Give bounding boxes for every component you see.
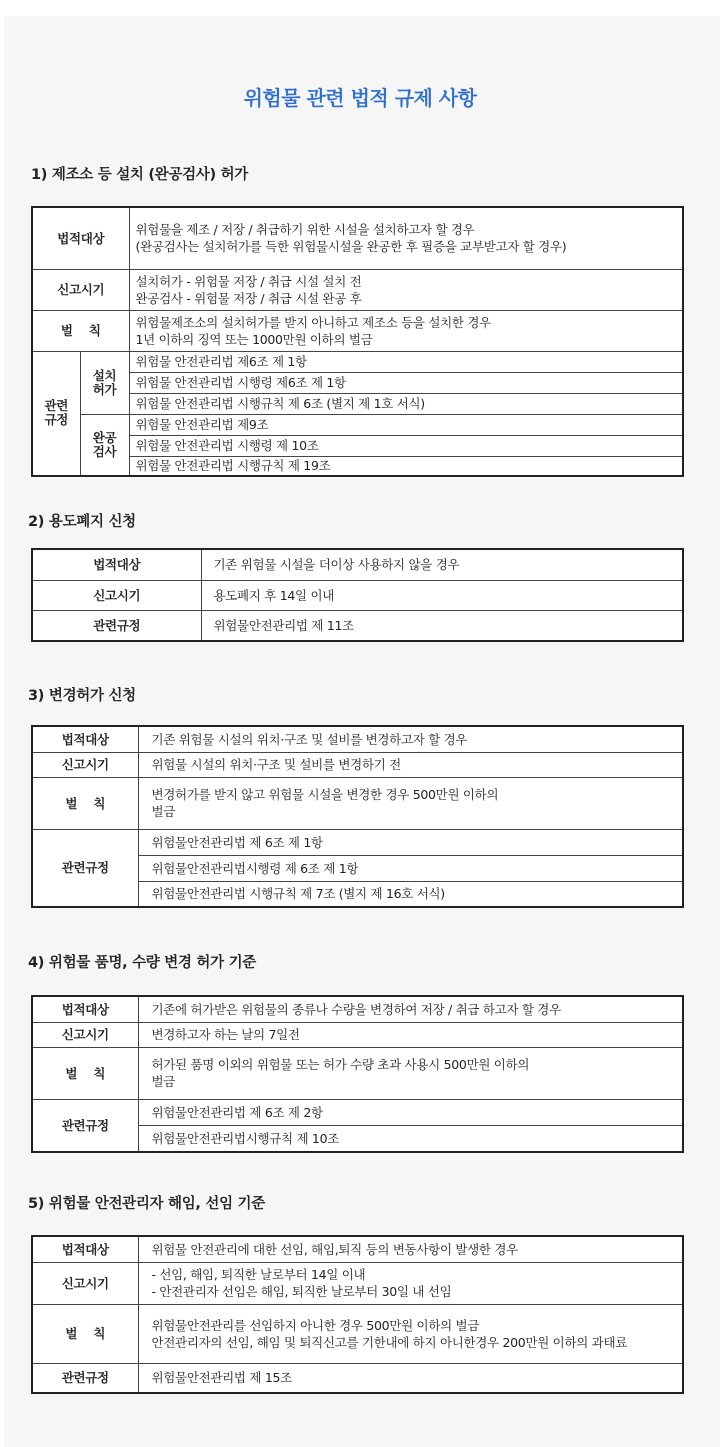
row-value: 기존 위험물 시설을 더이상 사용하지 않을 경우 [201, 549, 683, 580]
section-3-table [31, 725, 684, 908]
table-row [32, 549, 683, 580]
row-value: 변경허가를 받지 않고 위험물 시설을 변경한 경우 500만원 이하의 벌금 [138, 777, 683, 829]
row-label: 신고시기 [32, 1022, 138, 1047]
regulation-item: 위험물안전관리법 시행규칙 제 7조 (별지 제 16호 서식) [138, 881, 683, 907]
regulation-group-label: 설치허가 [80, 351, 129, 414]
row-value: 위험물 안전관리에 대한 선임, 해임,퇴직 등의 변동사항이 발생한 경우 [138, 1236, 683, 1262]
table-row [32, 1022, 683, 1047]
section-5-table [31, 1235, 684, 1394]
section-3-title: 3) 변경허가 신청 [28, 688, 136, 704]
section-1-title: 1) 제조소 등 설치 (완공검사) 허가 [31, 167, 248, 183]
regulation-group-label: 완공검사 [80, 414, 129, 476]
row-label: 법적대상 [32, 207, 129, 269]
row-value: 용도폐지 후 14일 이내 [201, 580, 683, 610]
regulation-item: 위험물 안전관리법 시행령 제 10조 [129, 435, 683, 456]
table-row [32, 269, 683, 310]
regulation-item: 위험물 안전관리법 시행규칙 제 6조 (별지 제 1호 서식) [129, 393, 683, 414]
row-label: 관련규정 [32, 610, 201, 641]
table-row [32, 310, 683, 351]
table-row [32, 996, 683, 1022]
section-4-table [31, 995, 684, 1153]
regulation-item: 위험물 안전관리법 시행령 제6조 제 1항 [129, 372, 683, 393]
row-value: 위험물안전관리를 선임하지 아니한 경우 500만원 이하의 벌금 안전관리자의 선임, 해임 및 퇴직신고를 기한내에 하지 아니한경우 200만원 이하의 과태료 [138, 1304, 683, 1363]
row-label: 법적대상 [32, 1236, 138, 1262]
row-value: 위험물을 제조 / 저장 / 취급하기 위한 시설을 설치하고자 할 경우 (완공검사는 설치허가를 득한 위험물시설을 완공한 후 필증을 교부받고자 할 경우) [129, 207, 683, 269]
section-1-table [31, 206, 684, 477]
table-row [32, 610, 683, 641]
row-label: 관련규정 [32, 1099, 138, 1152]
row-label: 벌 칙 [32, 310, 129, 351]
table-row [32, 435, 683, 456]
table-row [32, 726, 683, 752]
row-label: 관련규정 [32, 1363, 138, 1393]
table-row [32, 1236, 683, 1262]
table-row [32, 351, 683, 372]
row-label: 관련규정 [32, 829, 138, 907]
row-label: 법적대상 [32, 996, 138, 1022]
section-2-title: 2) 용도폐지 신청 [28, 514, 136, 530]
regulation-item: 위험물안전관리법시행령 제 6조 제 1항 [138, 855, 683, 881]
row-label: 신고시기 [32, 752, 138, 777]
table-row [32, 1363, 683, 1393]
table-row [32, 1304, 683, 1363]
row-label: 벌 칙 [32, 777, 138, 829]
row-value: 기존에 허가받은 위험물의 종류나 수량을 변경하여 저장 / 취급 하고자 할 경우 [138, 996, 683, 1022]
section-5-title: 5) 위험물 안전관리자 해임, 선임 기준 [28, 1196, 265, 1212]
row-label: 벌 칙 [32, 1047, 138, 1099]
regulation-item: 위험물 안전관리법 제6조 제 1항 [129, 351, 683, 372]
regulation-item: 위험물안전관리법시행규칙 제 10조 [138, 1125, 683, 1152]
regulation-item: 위험물안전관리법 제 6조 제 2항 [138, 1099, 683, 1125]
row-value: 위험물제조소의 설치허가를 받지 아니하고 제조소 등을 설치한 경우 1년 이하의 징역 또는 1000만원 이하의 벌금 [129, 310, 683, 351]
table-row [32, 207, 683, 269]
table-row [32, 1099, 683, 1125]
row-label: 신고시기 [32, 269, 129, 310]
table-row [32, 777, 683, 829]
row-value: 위험물 시설의 위치·구조 및 설비를 변경하기 전 [138, 752, 683, 777]
row-value: 기존 위험물 시설의 위치·구조 및 설비를 변경하고자 할 경우 [138, 726, 683, 752]
row-label: 신고시기 [32, 1262, 138, 1304]
table-row [32, 580, 683, 610]
table-row [32, 414, 683, 435]
row-label: 법적대상 [32, 549, 201, 580]
row-value: 설치허가 - 위험물 저장 / 취급 시설 설치 전 완공검사 - 위험물 저장 / 취급 시설 완공 후 [129, 269, 683, 310]
row-value: - 선임, 해임, 퇴직한 날로부터 14일 이내 - 안전관리자 선임은 해임, 퇴직한 날로부터 30일 내 선임 [138, 1262, 683, 1304]
regulation-item: 위험물 안전관리법 시행규칙 제 19조 [129, 456, 683, 476]
regulation-item: 위험물안전관리법 제 15조 [138, 1363, 683, 1393]
section-2-table [31, 548, 684, 642]
table-row [32, 829, 683, 855]
table-row [32, 372, 683, 393]
row-label: 법적대상 [32, 726, 138, 752]
table-row [32, 456, 683, 476]
table-row [32, 393, 683, 414]
row-value: 허가된 품명 이외의 위험물 또는 허가 수량 초과 사용시 500만원 이하의 벌금 [138, 1047, 683, 1099]
page-title: 위험물 관련 법적 규제 사항 [243, 86, 477, 110]
table-row [32, 1262, 683, 1304]
table-row [32, 1047, 683, 1099]
regulation-label: 관련규정 [32, 351, 80, 476]
table-row [32, 752, 683, 777]
row-value: 변경하고자 하는 날의 7일전 [138, 1022, 683, 1047]
regulation-item: 위험물 안전관리법 제9조 [129, 414, 683, 435]
row-label: 신고시기 [32, 580, 201, 610]
regulation-item: 위험물안전관리법 제 6조 제 1항 [138, 829, 683, 855]
row-value: 위험물안전관리법 제 11조 [201, 610, 683, 641]
row-label: 벌 칙 [32, 1304, 138, 1363]
section-4-title: 4) 위험물 품명, 수량 변경 허가 기준 [28, 955, 257, 971]
